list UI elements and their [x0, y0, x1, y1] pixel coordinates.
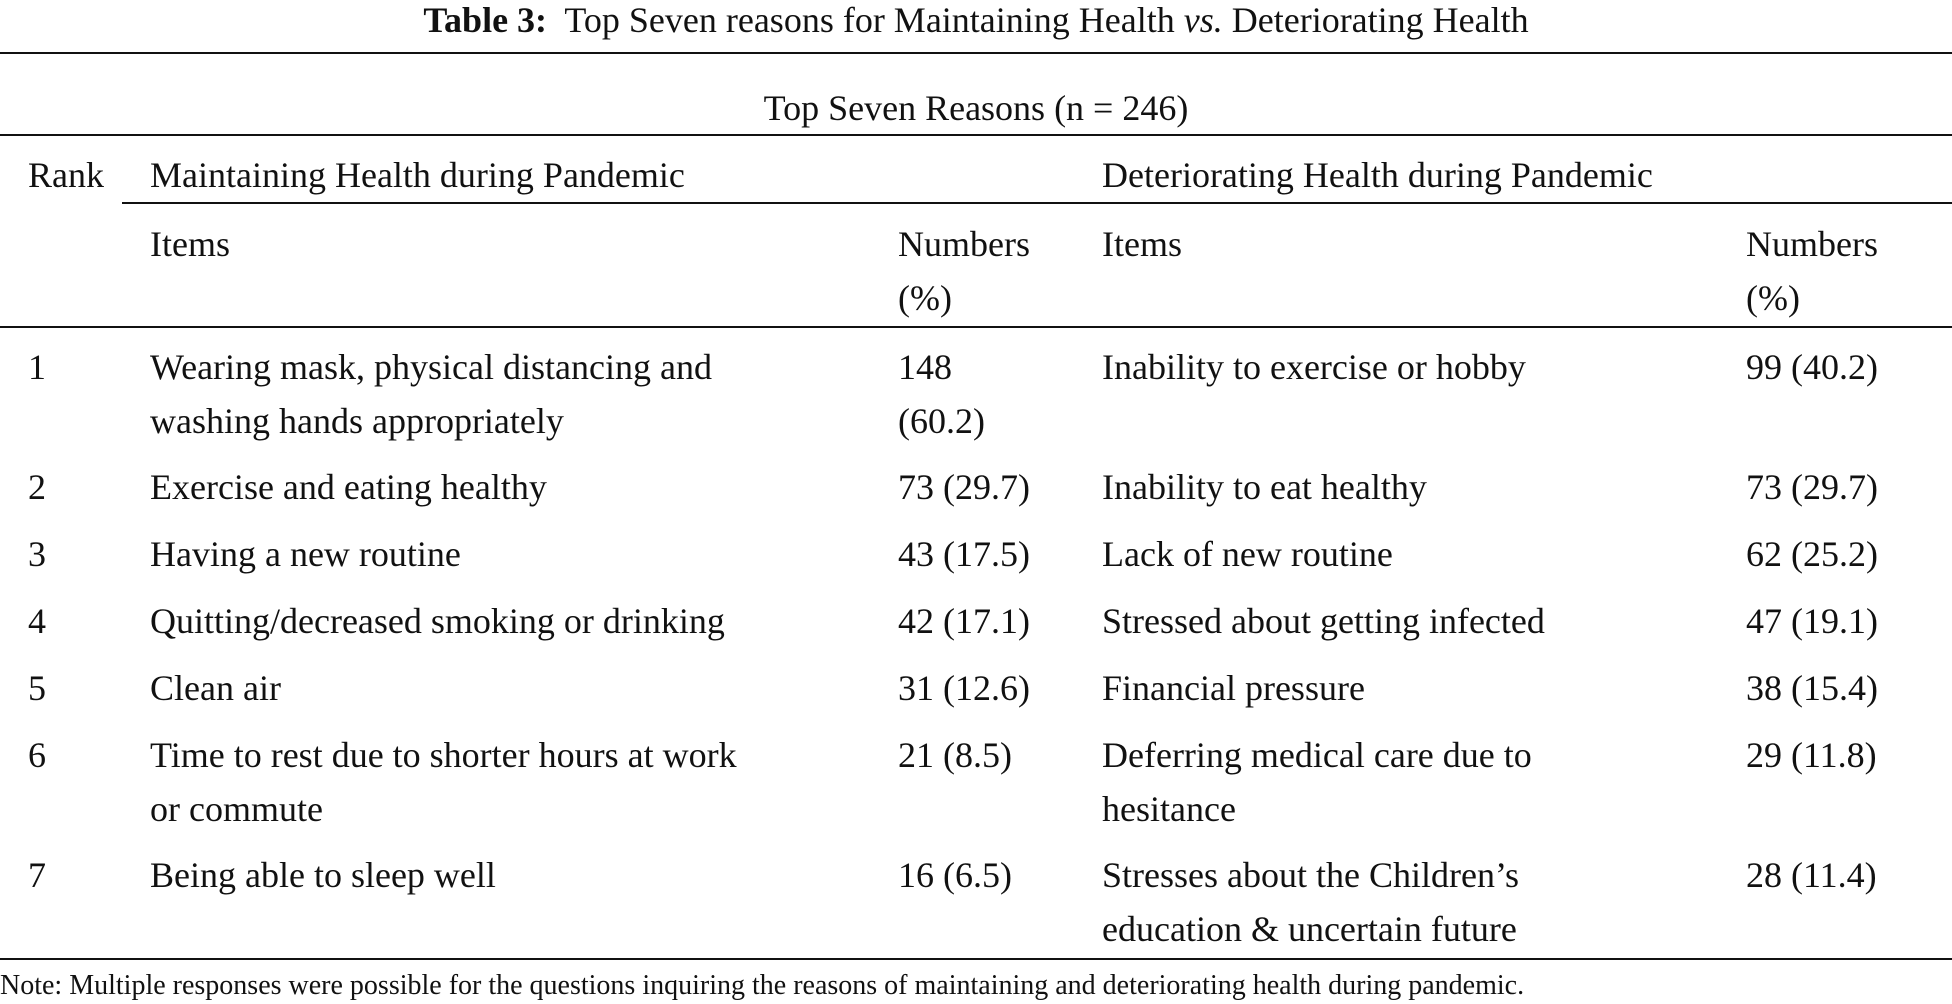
rank-cell: 4: [28, 601, 46, 641]
maintaining-items-header: Items: [150, 224, 230, 264]
numbers-header-line1: Numbers: [898, 224, 1030, 264]
table-note: Note: Multiple responses were possible for the questions inquiring the reasons of maintaining and deteriorating health during pandemic.: [0, 970, 1525, 1001]
cell-line: 148: [898, 347, 952, 387]
span-title-rule: [0, 134, 1952, 136]
cell-line: washing hands appropriately: [150, 401, 564, 441]
cell-line: 29 (11.8): [1746, 735, 1877, 775]
cell-line: Inability to eat healthy: [1102, 467, 1427, 507]
deteriorating-item-cell: [1102, 527, 1393, 581]
cell-line: Exercise and eating healthy: [150, 467, 547, 507]
maintaining-item-cell: [150, 460, 547, 514]
cell-line: Inability to exercise or hobby: [1102, 347, 1526, 387]
deteriorating-number-cell: [1746, 340, 1878, 394]
maintaining-number-cell: [898, 594, 1030, 648]
cell-line: hesitance: [1102, 789, 1236, 829]
cell-line: 42 (17.1): [898, 601, 1030, 641]
cell-line: Stressed about getting infected: [1102, 601, 1545, 641]
maintaining-number-cell: [898, 527, 1030, 581]
rank-cell: 6: [28, 735, 46, 775]
numbers-header-line1: Numbers: [1746, 224, 1878, 264]
rank-cell: 2: [28, 467, 46, 507]
cell-line: 21 (8.5): [898, 735, 1012, 775]
cell-line: Stresses about the Children’s: [1102, 855, 1519, 895]
cell-line: 28 (11.4): [1746, 855, 1877, 895]
table-caption: [0, 0, 1952, 44]
bottom-rule: [0, 958, 1952, 960]
column-header-rule: [0, 326, 1952, 328]
span-title: Top Seven Reasons (n = 246): [763, 88, 1189, 128]
deteriorating-number-cell: [1746, 661, 1878, 715]
group-header-rule: [122, 202, 1952, 204]
maintaining-item-cell: [150, 594, 725, 648]
deteriorating-item-cell: [1102, 594, 1545, 648]
deteriorating-group-header: Deteriorating Health during Pandemic: [1102, 155, 1653, 195]
maintaining-item-cell: [150, 848, 496, 902]
maintaining-number-cell: [898, 340, 985, 448]
cell-line: 16 (6.5): [898, 855, 1012, 895]
cell-line: 62 (25.2): [1746, 534, 1878, 574]
cell-line: Quitting/decreased smoking or drinking: [150, 601, 725, 641]
maintaining-item-cell: [150, 527, 461, 581]
cell-line: Clean air: [150, 668, 281, 708]
rank-cell: 5: [28, 668, 46, 708]
numbers-header-line2: (%): [1746, 278, 1800, 318]
maintaining-group-header: Maintaining Health during Pandemic: [150, 155, 685, 195]
cell-line: Wearing mask, physical distancing and: [150, 347, 712, 387]
maintaining-item-cell: [150, 728, 737, 836]
cell-line: 31 (12.6): [898, 668, 1030, 708]
cell-line: 73 (29.7): [1746, 467, 1878, 507]
deteriorating-number-cell: [1746, 527, 1878, 581]
caption-label: Table 3:: [423, 0, 548, 40]
rank-cell: 3: [28, 534, 46, 574]
maintaining-number-cell: [898, 460, 1030, 514]
maintaining-number-cell: [898, 848, 1012, 902]
cell-line: Being able to sleep well: [150, 855, 496, 895]
cell-line: 38 (15.4): [1746, 668, 1878, 708]
maintaining-item-cell: [150, 661, 281, 715]
cell-line: or commute: [150, 789, 323, 829]
maintaining-number-cell: [898, 728, 1012, 782]
cell-line: 73 (29.7): [898, 467, 1030, 507]
maintaining-item-cell: [150, 340, 712, 448]
deteriorating-number-cell: [1746, 460, 1878, 514]
top-rule: [0, 52, 1952, 54]
deteriorating-number-cell: [1746, 594, 1878, 648]
cell-line: Having a new routine: [150, 534, 461, 574]
rank-cell: 7: [28, 855, 46, 895]
caption-text-after: Deteriorating Health: [1231, 0, 1529, 40]
deteriorating-item-cell: [1102, 661, 1365, 715]
deteriorating-item-cell: [1102, 460, 1427, 514]
deteriorating-item-cell: [1102, 340, 1526, 394]
cell-line: 99 (40.2): [1746, 347, 1878, 387]
maintaining-numbers-header: [898, 217, 1030, 325]
deteriorating-item-cell: [1102, 848, 1519, 956]
deteriorating-number-cell: [1746, 728, 1877, 782]
cell-line: Deferring medical care due to: [1102, 735, 1532, 775]
cell-line: 43 (17.5): [898, 534, 1030, 574]
numbers-header-line2: (%): [898, 278, 952, 318]
cell-line: Financial pressure: [1102, 668, 1365, 708]
cell-line: Lack of new routine: [1102, 534, 1393, 574]
rank-header: Rank: [28, 155, 104, 195]
deteriorating-item-cell: [1102, 728, 1532, 836]
cell-line: education & uncertain future: [1102, 909, 1517, 949]
caption-italic: vs.: [1183, 0, 1223, 40]
maintaining-number-cell: [898, 661, 1030, 715]
deteriorating-number-cell: [1746, 848, 1877, 902]
deteriorating-numbers-header: [1746, 217, 1878, 325]
cell-line: (60.2): [898, 401, 985, 441]
caption-text-before: Top Seven reasons for Maintaining Health: [564, 0, 1175, 40]
cell-line: Time to rest due to shorter hours at work: [150, 735, 737, 775]
deteriorating-items-header: Items: [1102, 224, 1182, 264]
rank-cell: 1: [28, 347, 46, 387]
cell-line: 47 (19.1): [1746, 601, 1878, 641]
